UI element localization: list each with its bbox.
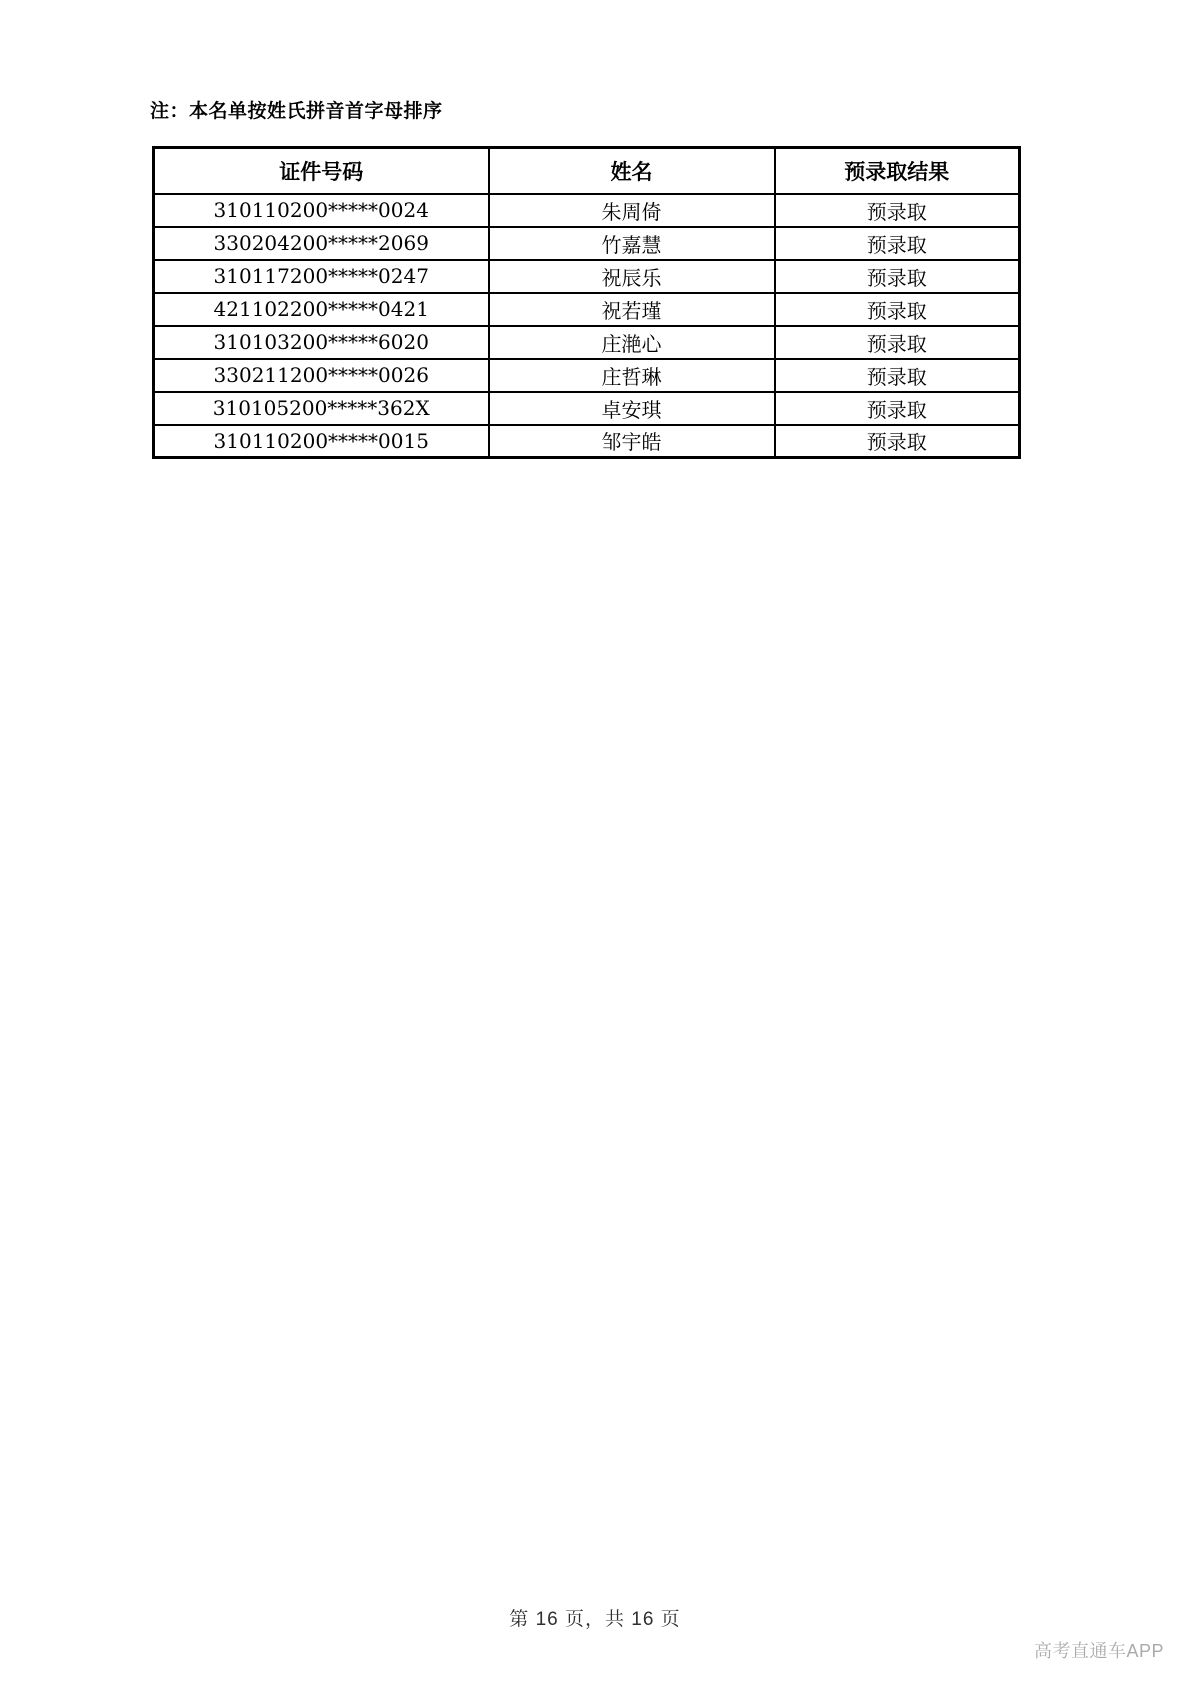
name-cell: 庄哲琳 xyxy=(489,359,775,392)
name-cell: 祝若瑾 xyxy=(489,293,775,326)
table-row xyxy=(154,194,1020,227)
result-cell: 预录取 xyxy=(775,425,1020,458)
name-cell: 庄滟心 xyxy=(489,326,775,359)
header-name: 姓名 xyxy=(489,148,775,194)
table-row xyxy=(154,293,1020,326)
header-id-number: 证件号码 xyxy=(154,148,489,194)
id-number-cell: 310110200*****0024 xyxy=(154,194,489,227)
id-number-cell: 310103200*****6020 xyxy=(154,326,489,359)
table-row xyxy=(154,359,1020,392)
name-cell: 祝辰乐 xyxy=(489,260,775,293)
name-cell: 朱周倚 xyxy=(489,194,775,227)
id-number-cell: 421102200*****0421 xyxy=(154,293,489,326)
watermark: 高考直通车APP xyxy=(1033,1641,1164,1661)
table-row xyxy=(154,227,1020,260)
id-number-cell: 330211200*****0026 xyxy=(154,359,489,392)
result-cell: 预录取 xyxy=(775,194,1020,227)
id-number-cell: 310105200*****362X xyxy=(154,392,489,425)
table-header-row xyxy=(154,148,1020,194)
result-cell: 预录取 xyxy=(775,260,1020,293)
result-cell: 预录取 xyxy=(775,293,1020,326)
table-row xyxy=(154,260,1020,293)
name-cell: 邹宇皓 xyxy=(489,425,775,458)
table-row xyxy=(154,326,1020,359)
table-row xyxy=(154,392,1020,425)
header-result: 预录取结果 xyxy=(775,148,1020,194)
name-cell: 竹嘉慧 xyxy=(489,227,775,260)
table-row xyxy=(154,425,1020,458)
id-number-cell: 310110200*****0015 xyxy=(154,425,489,458)
result-cell: 预录取 xyxy=(775,326,1020,359)
result-cell: 预录取 xyxy=(775,359,1020,392)
id-number-cell: 330204200*****2069 xyxy=(154,227,489,260)
result-cell: 预录取 xyxy=(775,392,1020,425)
name-cell: 卓安琪 xyxy=(489,392,775,425)
page-number: 第 16 页，共 16 页 xyxy=(509,1609,681,1630)
result-cell: 预录取 xyxy=(775,227,1020,260)
id-number-cell: 310117200*****0247 xyxy=(154,260,489,293)
sort-note: 注：本名单按姓氏拼音首字母排序 xyxy=(150,101,443,122)
pre-admission-table xyxy=(152,146,1021,459)
table-body xyxy=(154,194,1020,458)
